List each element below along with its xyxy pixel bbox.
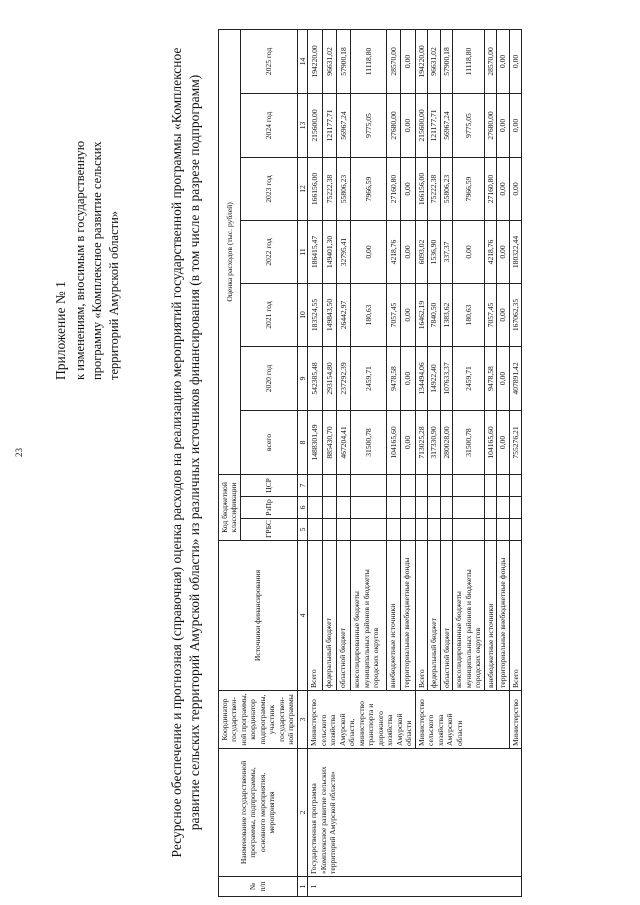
value-cell: 55806,23	[336, 158, 350, 221]
value-cell: 293154,80	[322, 347, 336, 411]
value-cell: 194220,00	[415, 29, 427, 93]
budget-code-cell	[387, 475, 401, 497]
column-number: 13	[297, 94, 307, 158]
value-cell: 75222,38	[428, 158, 440, 221]
page-number: 23	[14, 448, 24, 457]
budget-code-cell	[453, 475, 484, 497]
value-cell: 542385,48	[308, 347, 322, 411]
budget-code-cell	[428, 497, 440, 519]
column-number: 9	[297, 347, 307, 411]
value-cell: 0,00	[401, 347, 415, 411]
value-cell: 215600,00	[415, 94, 427, 158]
heading-line: Ресурсное обеспечение и прогнозная (справочная) оценка расходов на реализацию мероприятий государственной программы «Комплексное	[169, 47, 184, 858]
budget-code-cell	[509, 497, 521, 519]
document-heading	[168, 0, 203, 905]
budget-code-cell	[484, 519, 496, 541]
budget-code-cell	[484, 497, 496, 519]
value-cell: 0,00	[497, 411, 509, 475]
value-cell: 180,63	[351, 284, 387, 347]
budget-code-cell	[484, 475, 496, 497]
value-cell: 28570,00	[387, 29, 401, 93]
source-cell: федеральный бюджет	[322, 541, 336, 691]
value-cell: 0,00	[401, 94, 415, 158]
value-cell: 166156,00	[308, 158, 322, 221]
budget-code-cell	[415, 497, 427, 519]
budget-code-cell	[415, 475, 427, 497]
value-cell: 885430,70	[322, 411, 336, 475]
source-cell: территориальные внебюджетные фонды	[497, 541, 509, 691]
value-cell: 0,00	[351, 221, 387, 284]
program-name: Государственная программа «Комплексное развитие сельских территорий Амурской области»	[308, 749, 522, 877]
header-name: Наименование государственной программы, подпрограммы, основного мероприятия, мероприятия	[219, 749, 298, 877]
value-cell: 96631,02	[428, 29, 440, 93]
value-cell: 11118,80	[351, 29, 387, 93]
value-cell: 180322,44	[509, 221, 521, 284]
value-cell: 0,00	[497, 29, 509, 93]
value-cell: 0,00	[401, 158, 415, 221]
value-cell: 121177,71	[428, 94, 440, 158]
column-number: 8	[297, 411, 307, 475]
value-cell: 107633,37	[440, 347, 452, 411]
value-cell: 0,00	[401, 29, 415, 93]
value-cell: 27680,00	[484, 94, 496, 158]
value-cell: 2459,71	[351, 347, 387, 411]
budget-code-cell	[453, 519, 484, 541]
source-cell: внебюджетные источники	[387, 541, 401, 691]
header-year: 2021 год	[240, 284, 297, 347]
source-cell: Всего	[415, 541, 427, 691]
header-num: № п/п	[219, 877, 298, 897]
value-cell: 32795,41	[336, 221, 350, 284]
value-cell: 14922,40	[428, 347, 440, 411]
budget-code-cell	[401, 497, 415, 519]
table-body	[308, 29, 522, 896]
value-cell: 31500,78	[351, 411, 387, 475]
table-row	[308, 29, 322, 896]
budget-code-cell	[387, 497, 401, 519]
header-year: 2022 год	[240, 221, 297, 284]
value-cell: 0,00	[497, 284, 509, 347]
column-number: 10	[297, 284, 307, 347]
source-cell: внебюджетные источники	[484, 541, 496, 691]
budget-code-cell	[497, 519, 509, 541]
budget-code-cell	[351, 475, 387, 497]
budget-code-cell	[401, 475, 415, 497]
value-cell: 7840,50	[428, 284, 440, 347]
budget-code-cell	[440, 519, 452, 541]
value-cell: 0,00	[509, 158, 521, 221]
value-cell: 1383,62	[440, 284, 452, 347]
value-cell: 180,63	[453, 284, 484, 347]
source-cell: областной бюджет	[336, 541, 350, 691]
source-cell: Всего	[509, 541, 521, 691]
budget-code-cell	[322, 519, 336, 541]
value-cell: 0,00	[453, 221, 484, 284]
source-cell: областной бюджет	[440, 541, 452, 691]
coordinator-cell: Министерство сельского хозяйства Амурской области, министерство транспорта и дорожного хозяйства Амурской области	[308, 691, 415, 749]
column-number: 4	[297, 541, 307, 691]
source-cell: консолидированные бюджеты муниципальных районов и бюджеты городских округов	[453, 541, 484, 691]
budget-code-cell	[308, 519, 322, 541]
budget-code-cell	[387, 519, 401, 541]
column-number: 3	[297, 691, 307, 749]
appendix-title: Приложение № 1	[53, 281, 68, 380]
header-grbs: ГРБС	[240, 519, 297, 541]
header-csr: ЦСР	[240, 475, 297, 497]
budget-code-cell	[322, 497, 336, 519]
budget-code-cell	[401, 519, 415, 541]
appendix-block	[52, 80, 123, 380]
value-cell: 7057,45	[484, 284, 496, 347]
budget-code-cell	[440, 475, 452, 497]
budget-code-cell	[351, 497, 387, 519]
value-cell: 1488301,49	[308, 411, 322, 475]
value-cell: 56967,24	[440, 94, 452, 158]
column-number: 12	[297, 158, 307, 221]
value-cell: 134494,06	[415, 347, 427, 411]
source-cell: территориальные внебюджетные фонды	[401, 541, 415, 691]
budget-code-cell	[351, 519, 387, 541]
expenditure-table	[218, 29, 522, 897]
header-source: Источники финансирования	[219, 541, 298, 691]
value-cell: 0,00	[401, 221, 415, 284]
value-cell: 96631,02	[322, 29, 336, 93]
column-number-row	[297, 29, 307, 896]
row-number: 1	[308, 877, 522, 897]
value-cell: 0,00	[497, 347, 509, 411]
budget-code-cell	[428, 475, 440, 497]
value-cell: 9775,05	[351, 94, 387, 158]
appendix-line: к изменениям, вносимым в государственную	[73, 140, 88, 380]
value-cell: 57900,18	[336, 29, 350, 93]
value-cell: 57900,18	[440, 29, 452, 93]
value-cell: 31500,78	[453, 411, 484, 475]
budget-code-cell	[322, 475, 336, 497]
header-year: 2024 год	[240, 94, 297, 158]
heading-line: развитие сельских территорий Амурской области» из различных источников финансирования (в том числе в разрезе подпрограмм)	[186, 74, 202, 831]
column-number: 6	[297, 497, 307, 519]
value-cell: 0,00	[401, 411, 415, 475]
header-year: 2020 год	[240, 347, 297, 411]
value-cell: 4218,76	[484, 221, 496, 284]
header-rzpr: РзПр	[240, 497, 297, 519]
budget-code-cell	[428, 519, 440, 541]
value-cell: 407891,42	[509, 347, 521, 411]
value-cell: 149401,30	[322, 221, 336, 284]
budget-code-cell	[336, 497, 350, 519]
budget-code-cell	[497, 497, 509, 519]
value-cell: 9478,58	[484, 347, 496, 411]
value-cell: 1536,90	[428, 221, 440, 284]
appendix-line: территорий Амурской области»	[106, 210, 121, 380]
value-cell: 104165,60	[484, 411, 496, 475]
value-cell: 9478,58	[387, 347, 401, 411]
value-cell: 55806,23	[440, 158, 452, 221]
value-cell: 104165,60	[387, 411, 401, 475]
value-cell: 166156,00	[415, 158, 427, 221]
appendix-line: программу «Комплексное развитие сельских	[90, 141, 105, 380]
budget-code-cell	[415, 519, 427, 541]
value-cell: 7966,59	[351, 158, 387, 221]
value-cell: 317330,90	[428, 411, 440, 475]
column-number: 7	[297, 475, 307, 497]
value-cell: 27160,80	[387, 158, 401, 221]
header-budget-code: Код бюджетной классификации	[219, 475, 241, 541]
coordinator-cell: Министерство	[509, 691, 521, 749]
budget-code-cell	[453, 497, 484, 519]
value-cell: 0,00	[401, 284, 415, 347]
value-cell: 149843,50	[322, 284, 336, 347]
value-cell: 6093,02	[415, 221, 427, 284]
column-number: 5	[297, 519, 307, 541]
value-cell: 0,00	[509, 29, 521, 93]
value-cell: 0,00	[509, 94, 521, 158]
value-cell: 194220,00	[308, 29, 322, 93]
budget-code-cell	[497, 475, 509, 497]
value-cell: 4218,76	[387, 221, 401, 284]
value-cell: 27160,80	[484, 158, 496, 221]
value-cell: 28570,00	[484, 29, 496, 93]
value-cell: 237292,39	[336, 347, 350, 411]
budget-code-cell	[308, 497, 322, 519]
budget-code-cell	[509, 475, 521, 497]
column-number: 2	[297, 749, 307, 877]
value-cell: 2459,71	[453, 347, 484, 411]
budget-code-cell	[308, 475, 322, 497]
value-cell: 9775,05	[453, 94, 484, 158]
header-year: 2025 год	[240, 29, 297, 93]
value-cell: 16462,19	[415, 284, 427, 347]
value-cell: 0,00	[497, 94, 509, 158]
column-number: 14	[297, 29, 307, 93]
value-cell: 467204,41	[336, 411, 350, 475]
column-number: 11	[297, 221, 307, 284]
value-cell: 121177,71	[322, 94, 336, 158]
header-year: 2023 год	[240, 158, 297, 221]
header-coordinator: Координатор государствен-ной программы, координатор подпрограммы, участник государствен-ной программы	[219, 691, 298, 749]
value-cell: 56967,24	[336, 94, 350, 158]
source-cell: консолидированные бюджеты муниципальных районов и бюджеты городских округов	[351, 541, 387, 691]
value-cell: 75222,38	[322, 158, 336, 221]
value-cell: 755276,21	[509, 411, 521, 475]
value-cell: 215600,00	[308, 94, 322, 158]
value-cell: 337,37	[440, 221, 452, 284]
budget-code-cell	[336, 519, 350, 541]
value-cell: 280028,00	[440, 411, 452, 475]
header-total: всего	[240, 411, 297, 475]
header-estimate: Оценка расходов (тыс. рублей)	[219, 29, 241, 474]
budget-code-cell	[440, 497, 452, 519]
value-cell: 0,00	[497, 158, 509, 221]
coordinator-cell: Министерство сельского хозяйства Амурской области	[415, 691, 509, 749]
budget-code-cell	[509, 519, 521, 541]
source-cell: федеральный бюджет	[428, 541, 440, 691]
value-cell: 7966,59	[453, 158, 484, 221]
value-cell: 26442,97	[336, 284, 350, 347]
value-cell: 167062,35	[509, 284, 521, 347]
value-cell: 7057,45	[387, 284, 401, 347]
value-cell: 27680,00	[387, 94, 401, 158]
value-cell: 183524,55	[308, 284, 322, 347]
value-cell: 713025,28	[415, 411, 427, 475]
value-cell: 186415,47	[308, 221, 322, 284]
column-number: 1	[297, 877, 307, 897]
value-cell: 0,00	[497, 221, 509, 284]
value-cell: 11118,80	[453, 29, 484, 93]
source-cell: Всего	[308, 541, 322, 691]
budget-code-cell	[336, 475, 350, 497]
